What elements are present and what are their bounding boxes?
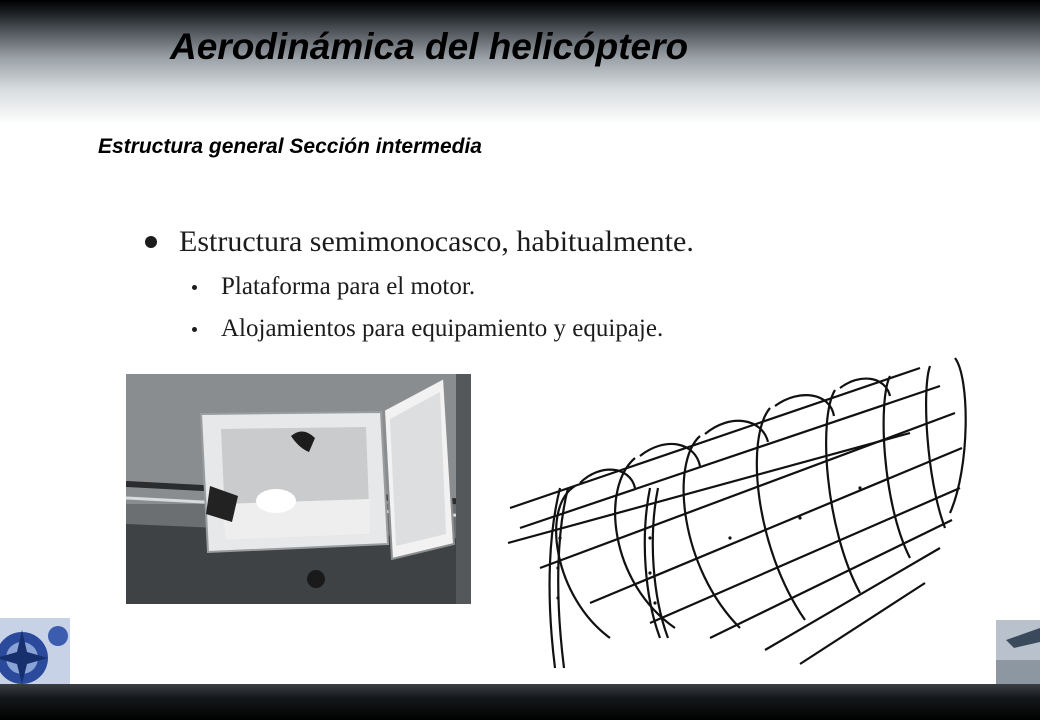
- sub-bullet-text: Plataforma para el motor.: [221, 273, 476, 300]
- emblem-logo-right-icon: [996, 620, 1040, 684]
- bullet-dot-icon: [145, 236, 157, 248]
- sub-bullet-dot-icon: [192, 327, 197, 332]
- main-bullet-text: Estructura semimonocasco, habitualmente.: [179, 225, 694, 258]
- tail-cone-frame-drawing: [500, 338, 990, 686]
- sub-bullet-item: [192, 273, 694, 301]
- main-bullet-item: [145, 225, 694, 259]
- slide-title: Aerodinámica del helicóptero: [170, 26, 689, 67]
- slide-subtitle: Estructura general Sección intermedia: [98, 135, 482, 158]
- emblem-logo-icon: [0, 618, 70, 684]
- luggage-compartment-photo: [126, 374, 471, 604]
- bullet-list: [145, 225, 694, 343]
- sub-bullet-dot-icon: [192, 285, 197, 290]
- footer-gradient-band: [0, 684, 1040, 720]
- sub-bullet-text: Alojamientos para equipamiento y equipaje.: [221, 315, 664, 342]
